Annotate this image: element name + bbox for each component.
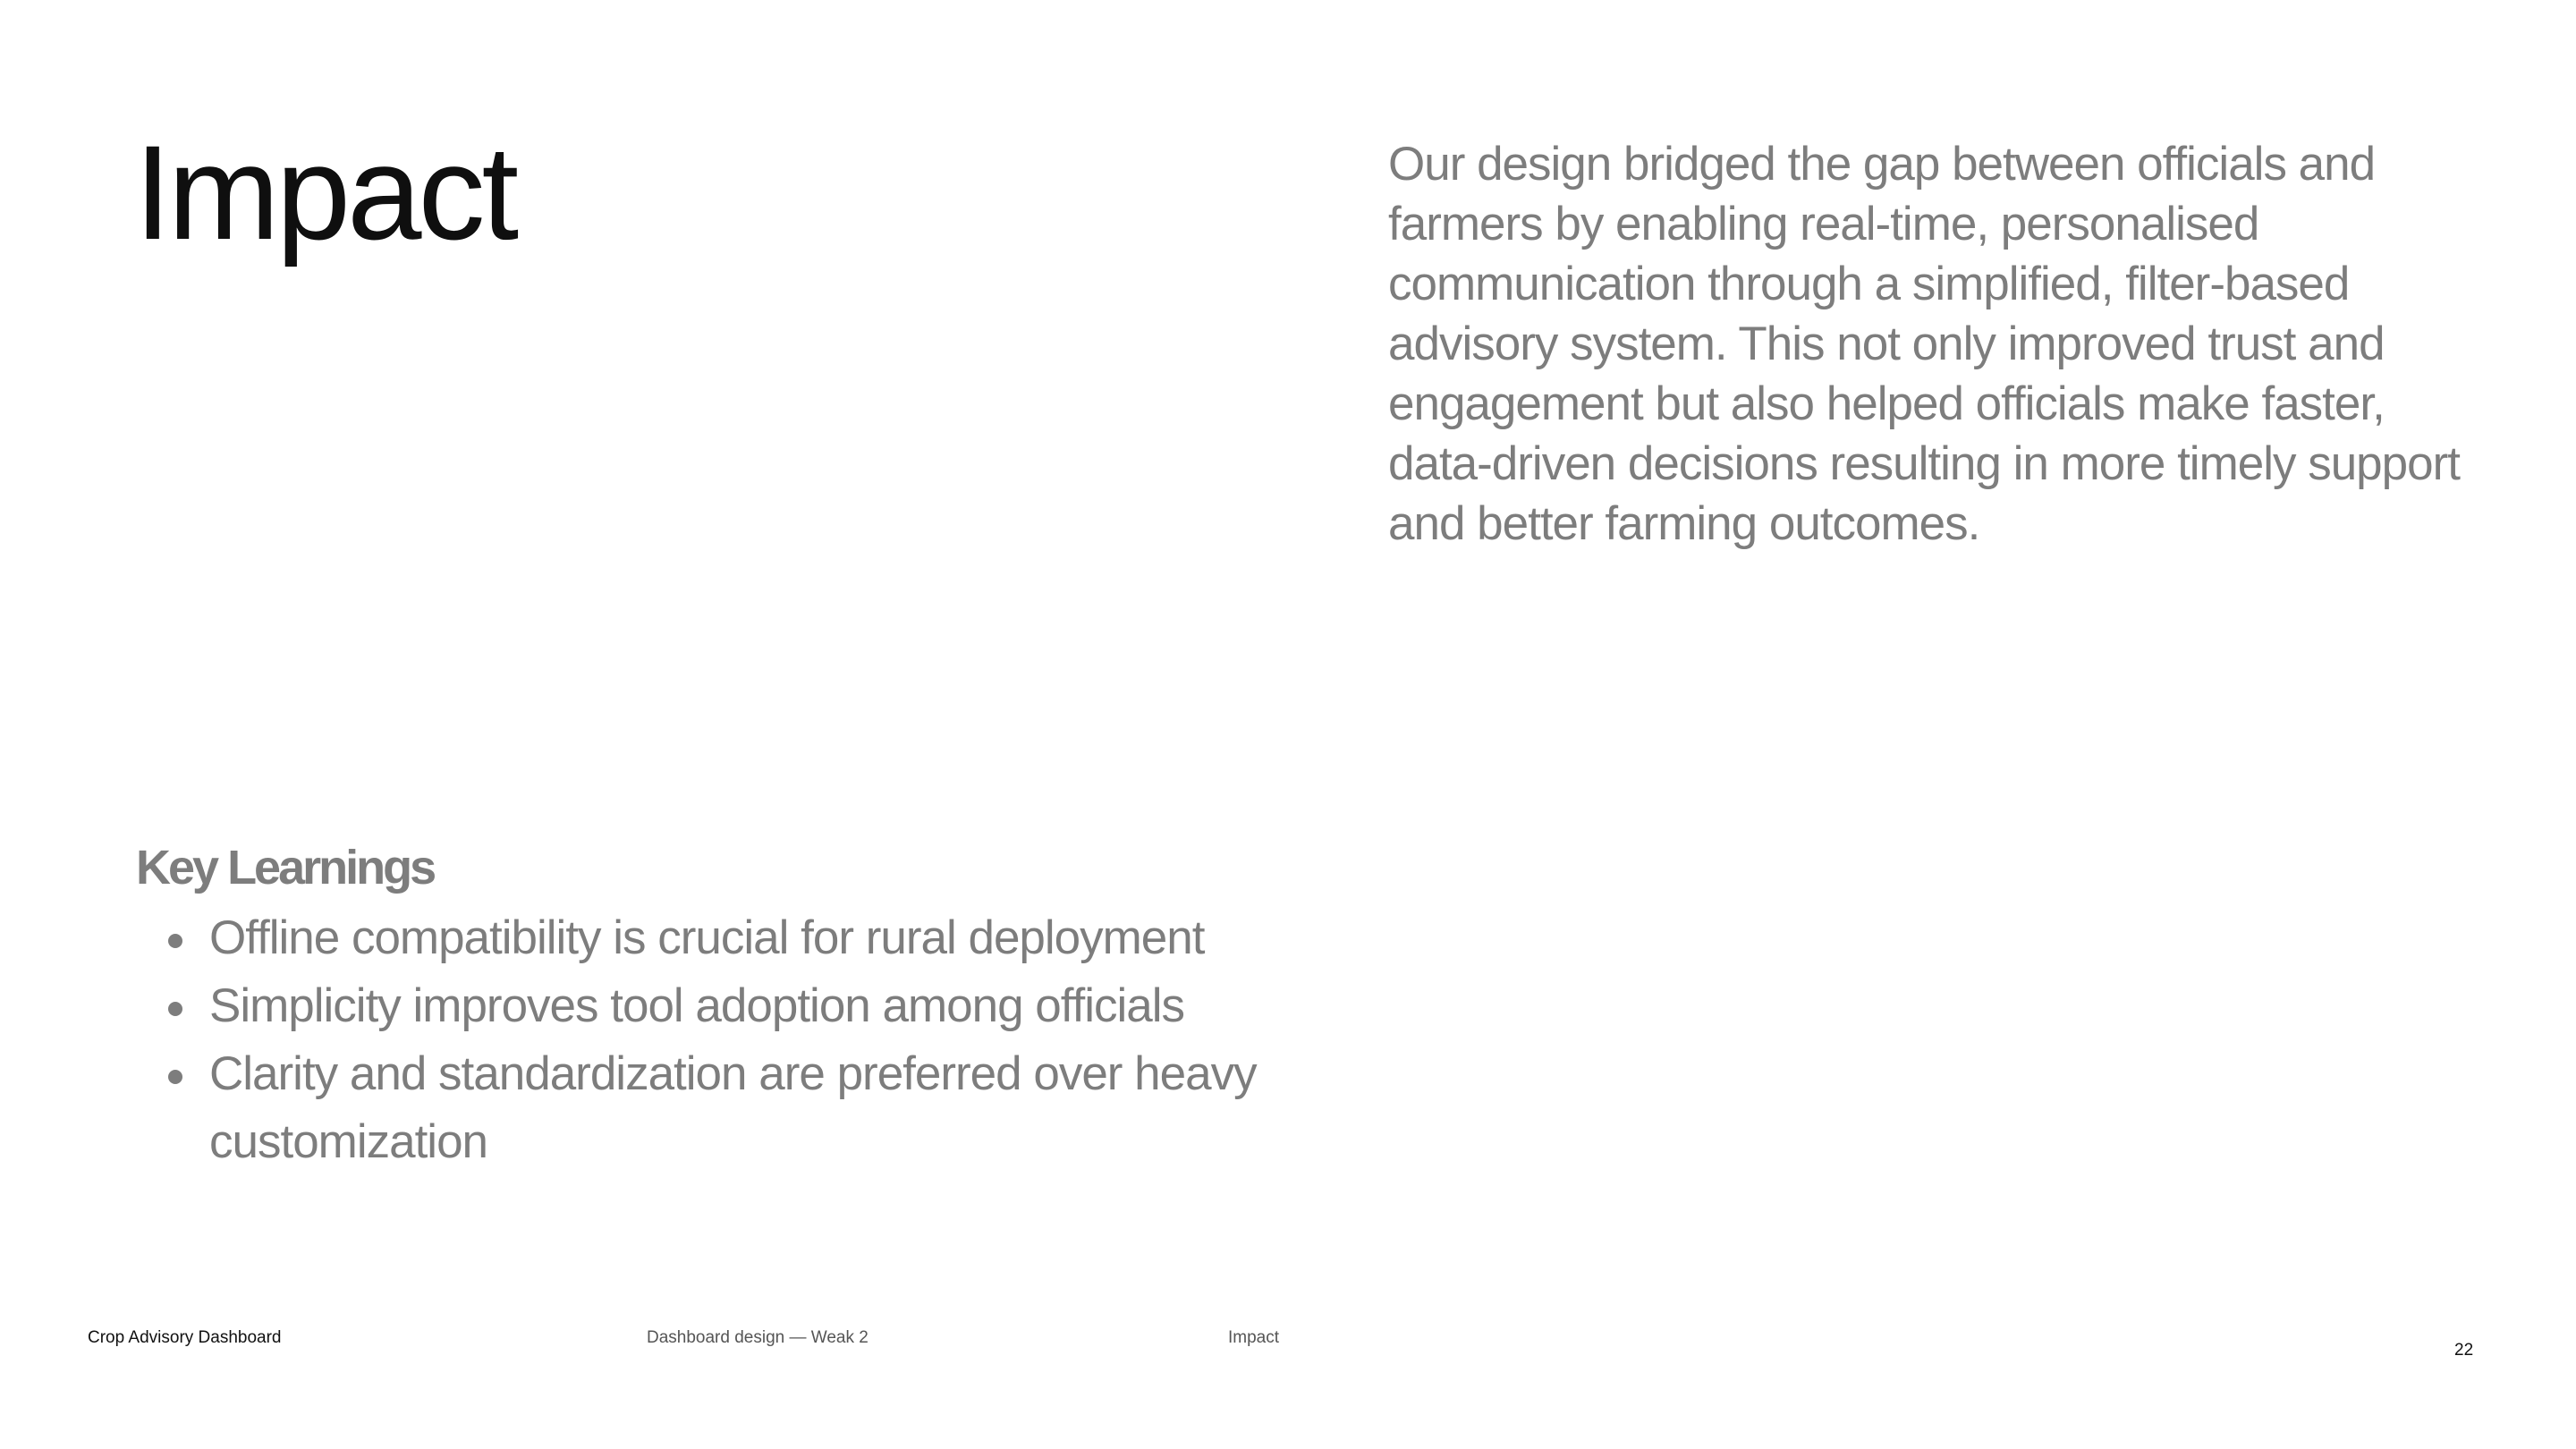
impact-summary: Our design bridged the gap between officials and farmers by enabling real-time, personalised communication through a simplified, filter-based advisory system. This not only improved trust and engagement but also helped officials make faster, data-driven decisions resulting in more timely support and better farming outcomes. bbox=[1388, 138, 2460, 550]
footer-section-label: Dashboard design — Weak 2 bbox=[647, 1328, 869, 1347]
list-item: Simplicity improves tool adoption among officials bbox=[209, 972, 1343, 1040]
footer-chapter-label: Impact bbox=[1228, 1328, 1280, 1347]
key-learnings-list bbox=[136, 904, 1343, 1176]
list-item: Clarity and standardization are preferred over heavy customization bbox=[209, 1040, 1343, 1176]
list-item: Offline compatibility is crucial for rural deployment bbox=[209, 904, 1343, 972]
footer-project-name: Crop Advisory Dashboard bbox=[88, 1328, 282, 1347]
key-learnings-section bbox=[136, 836, 1343, 1176]
key-learnings-heading: Key Learnings bbox=[136, 841, 435, 894]
page-number: 22 bbox=[2454, 1341, 2474, 1360]
page-title: Impact bbox=[134, 117, 516, 267]
